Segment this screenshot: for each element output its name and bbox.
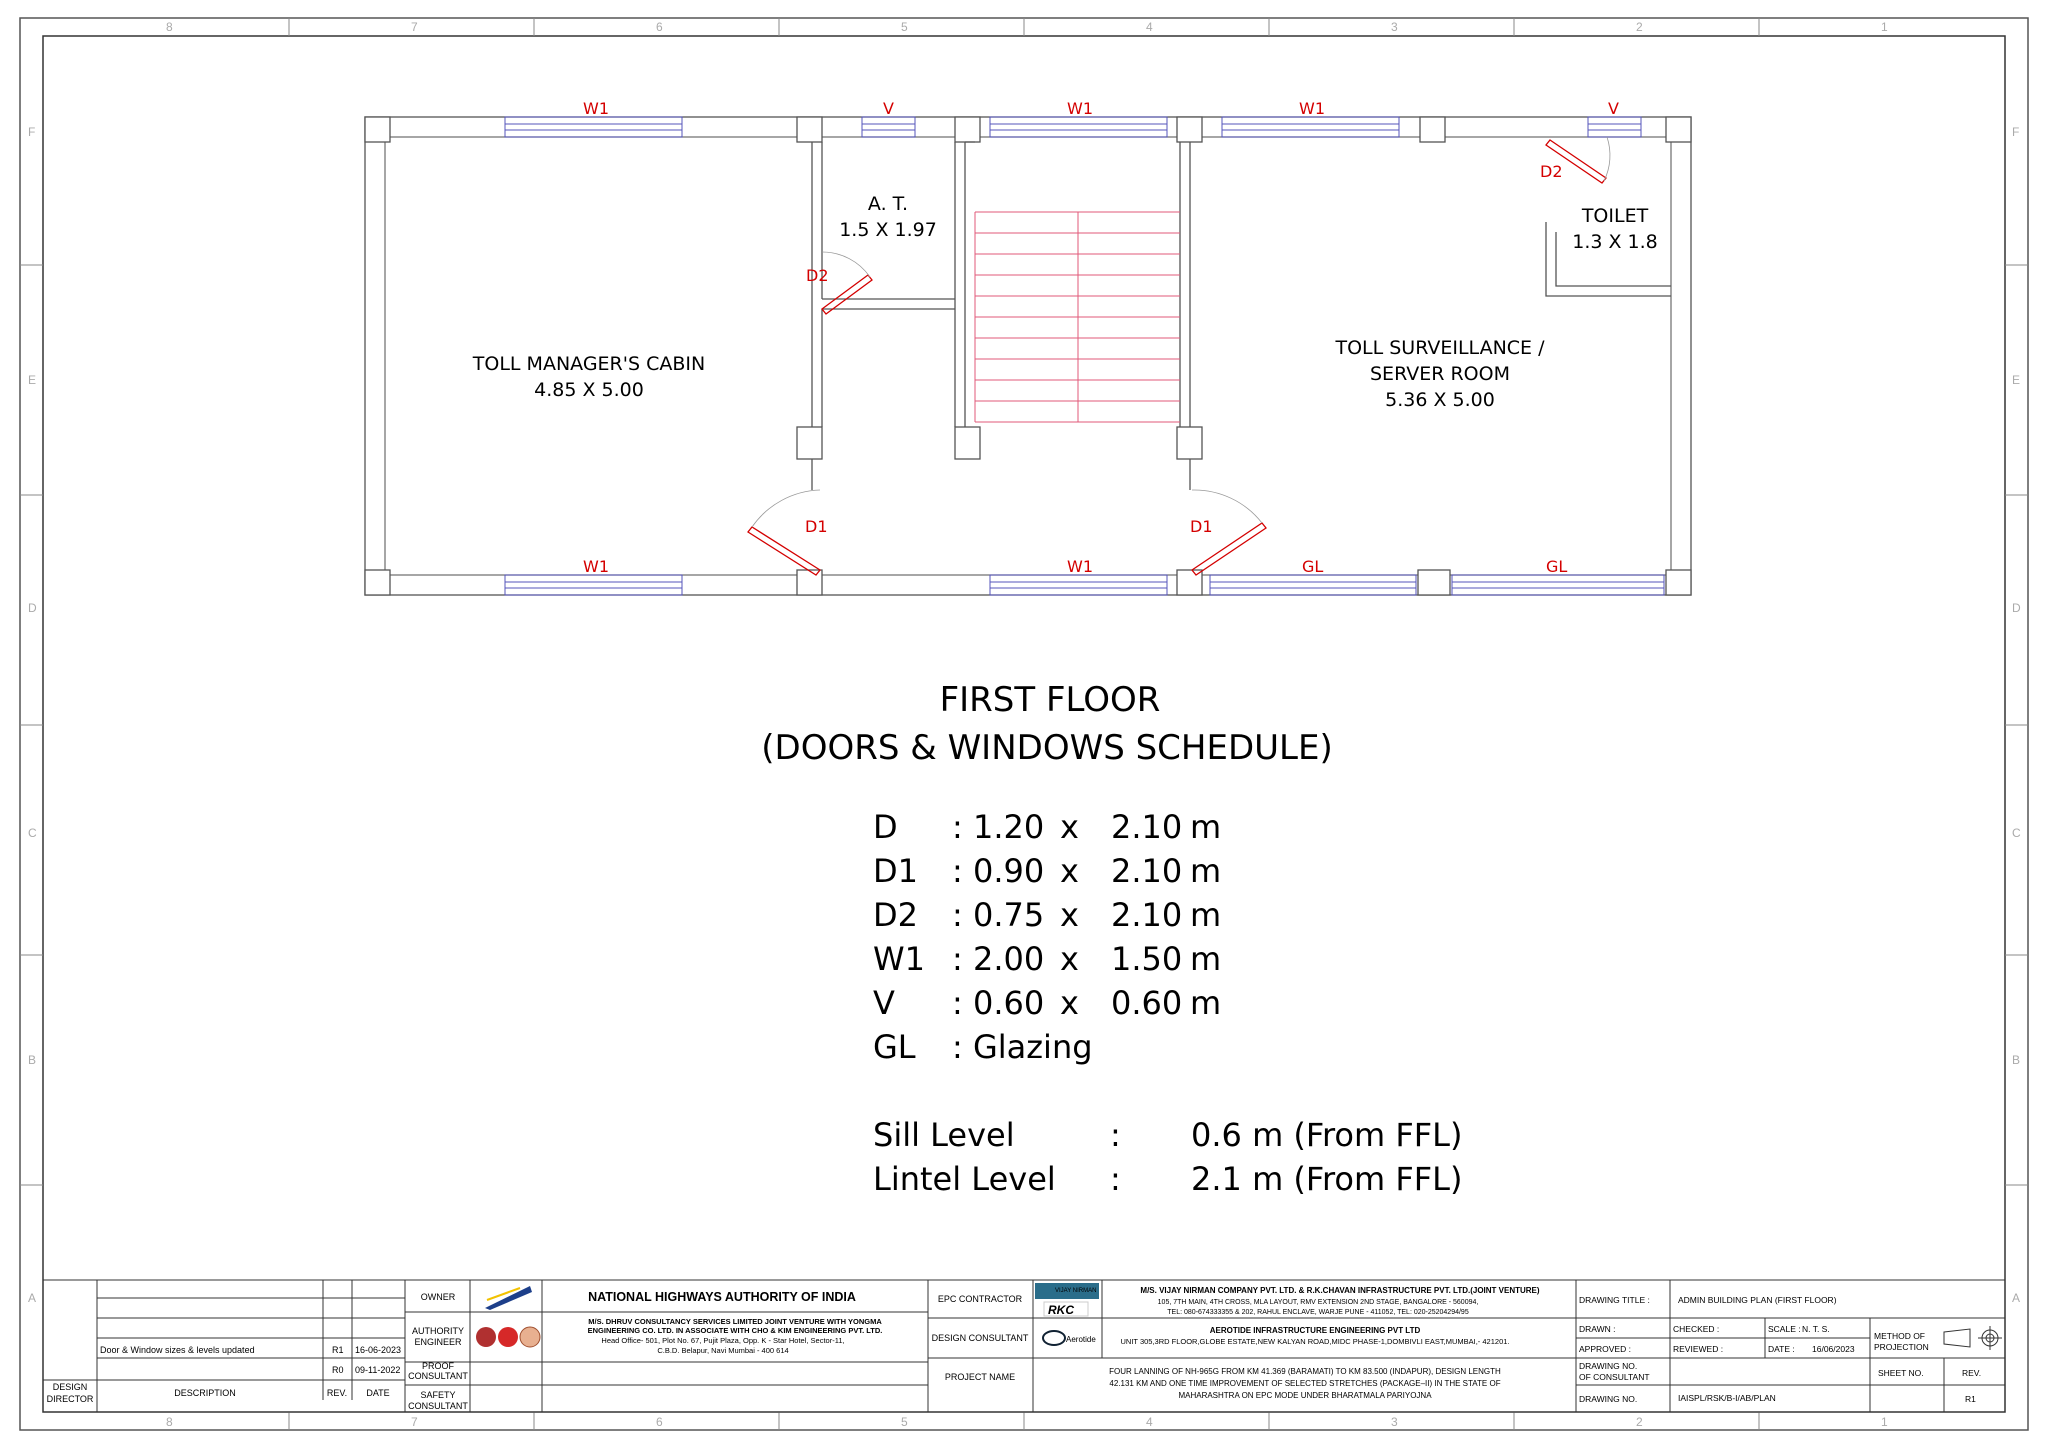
drawing-title-label: DRAWING TITLE :: [1579, 1295, 1650, 1305]
tag-v: V: [1608, 99, 1619, 118]
grid-col-label: 5: [901, 1415, 908, 1429]
room-size-server: 5.36 X 5.00: [1385, 389, 1495, 411]
design-line-2: UNIT 305,3RD FLOOR,GLOBE ESTATE,NEW KALYAN ROAD,MIDC PHASE-1,DOMBIVLI EAST,MUMBAI,- 421201.: [1120, 1337, 1510, 1346]
stair-wall-right: [1180, 142, 1190, 427]
reviewed-label: REVIEWED :: [1673, 1344, 1724, 1354]
epc-line-1: M/S. VIJAY NIRMAN COMPANY PVT. LTD. & R.K.CHAVAN INFRASTRUCTURE PVT. LTD.(JOINT VENTURE): [1140, 1286, 1540, 1295]
grid-col-label: 6: [656, 1415, 663, 1429]
grid-col-label: 3: [1391, 20, 1398, 34]
tag-gl: GL: [1302, 557, 1324, 576]
schedule-width: : 0.60: [952, 984, 1045, 1022]
grid-row-label: F: [28, 125, 36, 139]
proof-label-1: PROOF: [421, 1361, 455, 1371]
schedule-height: 2.10: [1111, 808, 1183, 846]
grid-col-label: 1: [1881, 1415, 1888, 1429]
grid-col-label: 6: [656, 20, 663, 34]
sill-colon: :: [1110, 1116, 1121, 1154]
rev-label: REV.: [1962, 1368, 1982, 1378]
room-size-manager: 4.85 X 5.00: [534, 379, 644, 401]
authority-logos: [476, 1327, 540, 1347]
design-label: DESIGN CONSULTANT: [931, 1333, 1029, 1343]
schedule-width: : 2.00: [952, 940, 1045, 978]
drawn-label: DRAWN :: [1579, 1324, 1616, 1334]
staircase: [975, 212, 1180, 422]
rev-header-desc: DESCRIPTION: [174, 1388, 236, 1398]
schedule-x: x: [1060, 984, 1079, 1022]
rev-desc: Door & Window sizes & levels updated: [100, 1345, 255, 1355]
rev-date: 09-11-2022: [355, 1365, 401, 1375]
grid-col-label: 2: [1636, 20, 1643, 34]
grid-col-label: 8: [166, 20, 173, 34]
grid-row-label: A: [28, 1291, 37, 1305]
column: [955, 427, 980, 459]
column: [797, 570, 822, 595]
date-value: 16/06/2023: [1812, 1344, 1855, 1354]
schedule-x: x: [1060, 808, 1079, 846]
schedule-code: D2: [873, 896, 918, 934]
rev-value: R1: [1965, 1394, 1976, 1404]
column: [797, 427, 822, 459]
schedule-height: 2.10: [1111, 852, 1183, 890]
schedule-code: V: [873, 984, 895, 1022]
grid-col-label: 3: [1391, 1415, 1398, 1429]
project-line-1: FOUR LANNING OF NH-965G FROM KM 41.369 (BARAMATI) TO KM 83.500 (INDAPUR), DESIGN LENGTH: [1109, 1367, 1501, 1376]
tag-v: V: [883, 99, 894, 118]
drawing-no-consultant-1: DRAWING NO.: [1579, 1361, 1638, 1371]
safety-label-2: CONSULTANT: [408, 1401, 468, 1411]
grid-col-label: 1: [1881, 20, 1888, 34]
tag-w1: W1: [583, 99, 609, 118]
tag-w1: W1: [583, 557, 609, 576]
schedule-unit: m: [1190, 984, 1222, 1022]
rev-code: R0: [332, 1365, 344, 1375]
design-line-1: AEROTIDE INFRASTRUCTURE ENGINEERING PVT LTD: [1209, 1326, 1421, 1335]
authority-line-4: C.B.D. Belapur, Navi Mumbai - 400 614: [657, 1346, 789, 1355]
column: [1418, 570, 1450, 595]
date-label: DATE :: [1768, 1344, 1795, 1354]
column: [1420, 117, 1445, 142]
grid-row-label: D: [2012, 601, 2021, 615]
grid-row-label: E: [28, 373, 37, 387]
grid-row-label: B: [2012, 1053, 2021, 1067]
tag-d1: D1: [1190, 517, 1213, 536]
scale-label: SCALE :: [1768, 1324, 1801, 1334]
lintel-label: Lintel Level: [873, 1160, 1056, 1198]
drawing-no: IAISPL/RSK/B-I/AB/PLAN: [1678, 1393, 1776, 1403]
epc-logo-text: VIJAY NIRMAN: [1055, 1288, 1097, 1294]
grid-row-label: D: [28, 601, 37, 615]
room-name-server-1: TOLL SURVEILLANCE /: [1335, 337, 1545, 359]
authority-label-2: ENGINEER: [414, 1337, 462, 1347]
grid-labels: [28, 20, 2021, 1429]
drawing-no-consultant-2: OF CONSULTANT: [1579, 1372, 1650, 1382]
schedule-x: x: [1060, 896, 1079, 934]
schedule-subtitle: (DOORS & WINDOWS SCHEDULE): [761, 728, 1333, 768]
owner-name: NATIONAL HIGHWAYS AUTHORITY OF INDIA: [588, 1290, 856, 1304]
schedule-width: : 1.20: [952, 808, 1045, 846]
schedule-unit: m: [1190, 808, 1222, 846]
inner-border: [43, 36, 2005, 1412]
schedule-height: 2.10: [1111, 896, 1183, 934]
rev-header-rev: REV.: [326, 1388, 348, 1398]
room-name-manager: TOLL MANAGER'S CABIN: [472, 353, 706, 375]
schedule-unit: m: [1190, 852, 1222, 890]
room-size-toilet: 1.3 X 1.8: [1572, 231, 1658, 253]
schedule-unit: m: [1190, 896, 1222, 934]
approved-label: APPROVED :: [1579, 1344, 1631, 1354]
grid-col-label: 4: [1146, 20, 1153, 34]
authority-line-1: M/S. DHRUV CONSULTANCY SERVICES LIMITED JOINT VENTURE WITH YONGMA: [588, 1317, 882, 1326]
authority-line-3: Head Office- 501, Plot No. 67, Pujit Plaza, Opp. K - Star Hotel, Sector-11,: [601, 1336, 845, 1345]
sill-value: 0.6 m (From FFL): [1191, 1116, 1463, 1154]
schedule-rows: [873, 808, 1462, 1198]
grid-markers: [20, 18, 2028, 1430]
column: [1177, 427, 1202, 459]
epc-line-3: TEL: 080-674333355 & 202, RAHUL ENCLAVE, WARJE PUNE - 411052, TEL: 020-25204294/95: [1167, 1309, 1469, 1316]
outer-border: [20, 18, 2028, 1430]
rkc-logo-text: RKC: [1048, 1303, 1074, 1317]
grid-col-label: 8: [166, 1415, 173, 1429]
schedule-code: D: [873, 808, 898, 846]
checked-label: CHECKED :: [1673, 1324, 1720, 1334]
safety-label-1: SAFETY: [420, 1390, 456, 1400]
epc-logos: [1035, 1283, 1099, 1345]
column: [1666, 117, 1691, 142]
schedule-width: : 0.75: [952, 896, 1045, 934]
schedule-code: GL: [873, 1028, 916, 1066]
schedule-x: x: [1060, 852, 1079, 890]
authority-line-2: ENGINEERING CO. LTD. IN ASSOCIATE WITH CHO & KIM ENGINEERING PVT. LTD.: [587, 1326, 883, 1335]
tag-w1: W1: [1067, 99, 1093, 118]
aerotide-logo-text: Aerotide: [1066, 1335, 1096, 1344]
projection-symbol: [1944, 1326, 2002, 1350]
proof-label-2: CONSULTANT: [408, 1371, 468, 1381]
schedule-x: x: [1060, 940, 1079, 978]
stair-wall-left: [955, 142, 975, 427]
room-name-toilet: TOILET: [1581, 205, 1649, 227]
room-size-at: 1.5 X 1.97: [839, 219, 937, 241]
rev-header-date: DATE: [366, 1388, 390, 1398]
room-name-at: A. T.: [867, 193, 909, 215]
column: [365, 570, 390, 595]
epc-line-2: 105, 7TH MAIN, 4TH CROSS, MLA LAYOUT, RMV EXTENSION 2ND STAGE, BANGALORE - 560094,: [1157, 1299, 1479, 1306]
scale-value: N. T. S.: [1802, 1324, 1830, 1334]
schedule: [761, 680, 1462, 1198]
rev-code: R1: [332, 1345, 344, 1355]
column: [365, 117, 390, 142]
grid-col-label: 7: [411, 20, 418, 34]
grid-col-label: 2: [1636, 1415, 1643, 1429]
authority-label-1: AUTHORITY: [411, 1326, 465, 1336]
nhai-logo: [483, 1282, 533, 1310]
room-labels: [472, 193, 1658, 411]
schedule-height: 1.50: [1111, 940, 1183, 978]
project-line-2: 42.131 KM AND ONE TIME IMPROVEMENT OF SELECTED STRETCHES (PACKAGE–II) IN THE STATE OF: [1109, 1379, 1501, 1388]
schedule-glazing: : Glazing: [952, 1028, 1093, 1066]
owner-label: OWNER: [420, 1292, 456, 1302]
projection-label-2: PROJECTION: [1874, 1342, 1929, 1352]
grid-col-label: 4: [1146, 1415, 1153, 1429]
title-block-text: [47, 1286, 1981, 1411]
column: [1666, 570, 1691, 595]
tag-w1: W1: [1299, 99, 1325, 118]
grid-row-label: E: [2012, 373, 2021, 387]
schedule-unit: m: [1190, 940, 1222, 978]
tag-d1: D1: [805, 517, 828, 536]
schedule-width: : 0.90: [952, 852, 1045, 890]
room-name-server-2: SERVER ROOM: [1370, 363, 1510, 385]
column: [797, 117, 822, 142]
schedule-code: W1: [873, 940, 925, 978]
partition-wall-at-bottom: [822, 299, 955, 309]
rev-role-2: DIRECTOR: [46, 1394, 94, 1404]
drawing-title: ADMIN BUILDING PLAN (FIRST FLOOR): [1678, 1295, 1837, 1305]
grid-col-label: 7: [411, 1415, 418, 1429]
grid-row-label: B: [28, 1053, 37, 1067]
schedule-title: FIRST FLOOR: [939, 680, 1161, 720]
rev-date: 16-06-2023: [355, 1345, 402, 1355]
epc-label: EPC CONTRACTOR: [937, 1294, 1023, 1304]
tag-gl: GL: [1546, 557, 1568, 576]
tag-w1: W1: [1067, 557, 1093, 576]
column: [955, 117, 980, 142]
grid-col-label: 5: [901, 20, 908, 34]
schedule-height: 0.60: [1111, 984, 1183, 1022]
grid-row-label: C: [28, 826, 37, 840]
grid-row-label: C: [2012, 826, 2021, 840]
grid-row-label: A: [2012, 1291, 2021, 1305]
lintel-colon: :: [1110, 1160, 1121, 1198]
rev-role-1: DESIGN: [52, 1382, 88, 1392]
drawing-no-label: DRAWING NO.: [1579, 1394, 1638, 1404]
schedule-code: D1: [873, 852, 918, 890]
column: [1177, 117, 1202, 142]
sill-label: Sill Level: [873, 1116, 1015, 1154]
tag-d2: D2: [1540, 162, 1563, 181]
projection-label-1: METHOD OF: [1874, 1331, 1925, 1341]
lintel-value: 2.1 m (From FFL): [1191, 1160, 1463, 1198]
project-label: PROJECT NAME: [944, 1372, 1016, 1382]
sheet-no-label: SHEET NO.: [1878, 1368, 1924, 1378]
tag-d2: D2: [806, 266, 829, 285]
grid-row-label: F: [2012, 125, 2020, 139]
project-line-3: MAHARASHTRA ON EPC MODE UNDER BHARATMALA PARIYOJNA: [1178, 1391, 1432, 1400]
